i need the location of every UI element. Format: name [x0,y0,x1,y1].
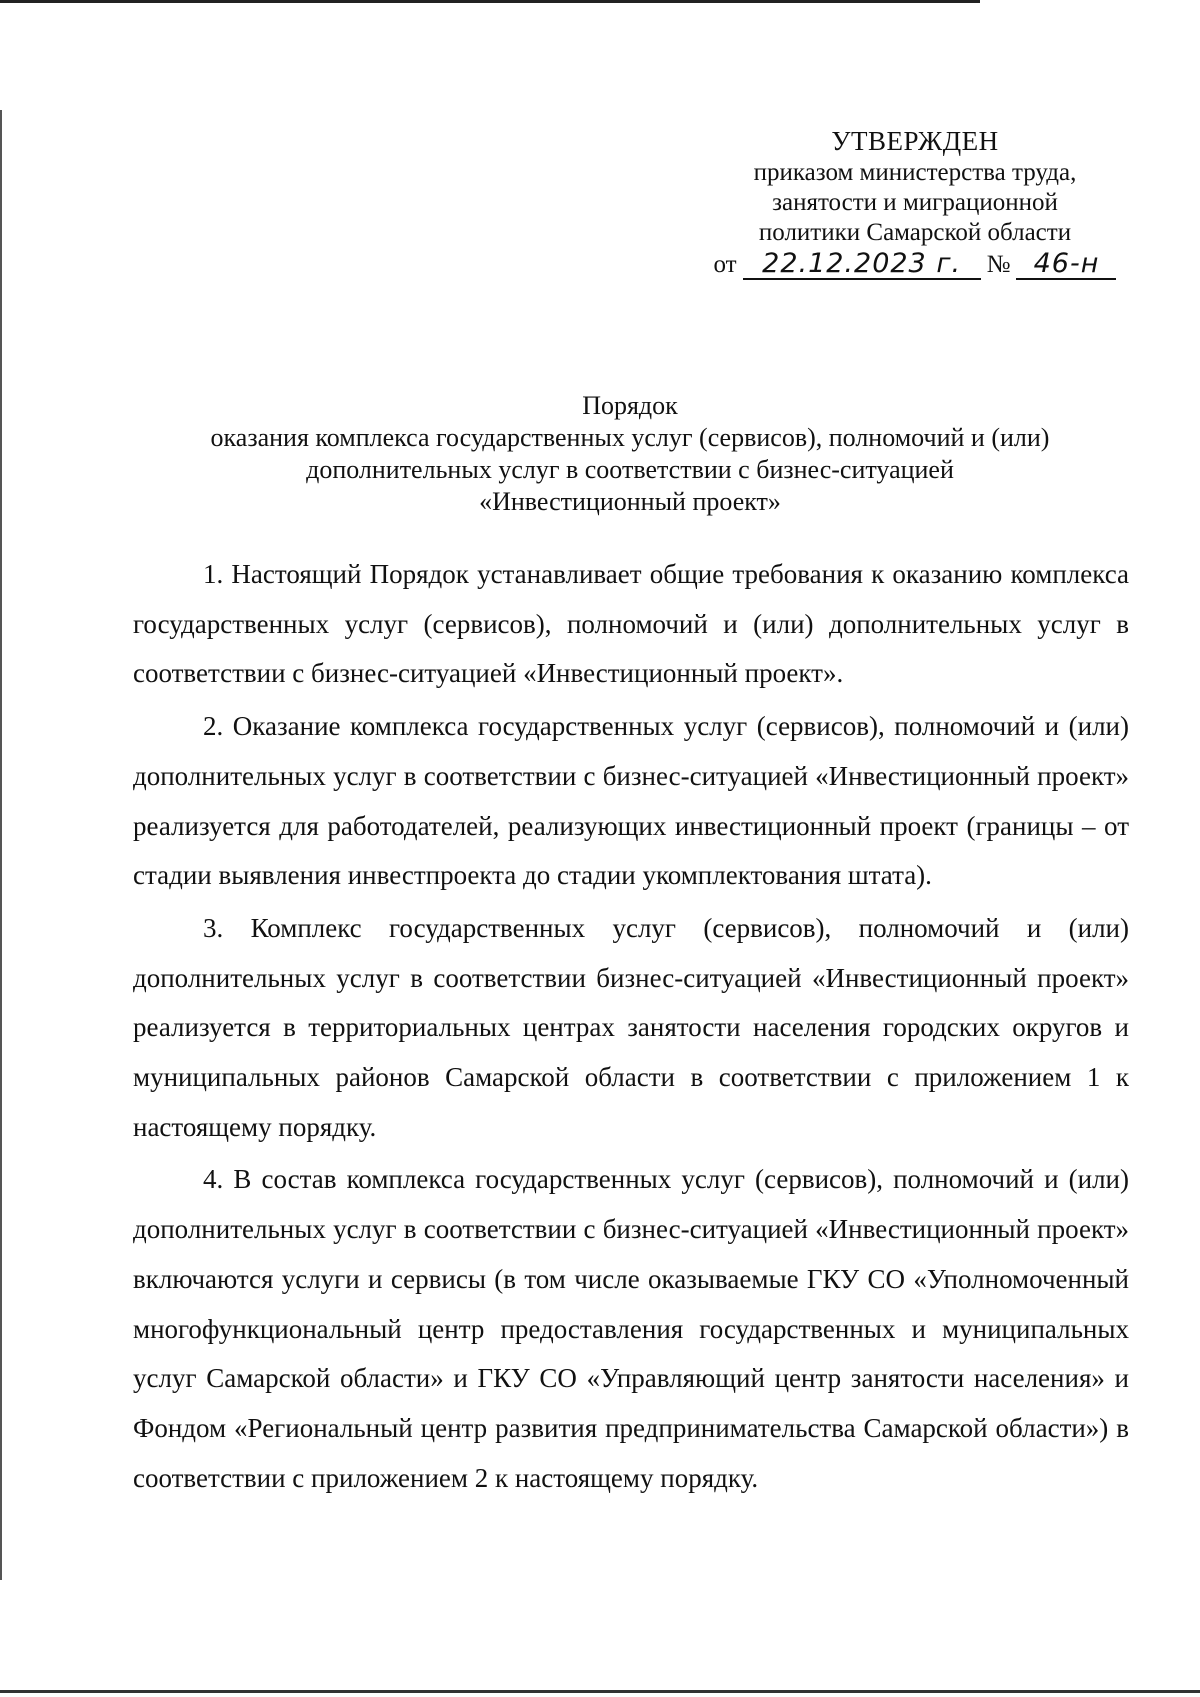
handwritten-date: 22.12.2023 г. [743,250,981,280]
paragraph-4: 4. В состав комплекса государственных услуг (сервисов), полномочий и (или) дополнительных услуг в соответствии с бизнес-ситуацией «Инвестиционный проект» включаются услуги и сервисы (в том числе оказываемые ГКУ СО «Уполномоченный многофункциональный центр предоставления государственных и муниципальных услуг Самарской области» и ГКУ СО «Управляющий центр занятости населения» и Фондом «Региональный центр развития предпринимательства Самарской области») в соответствии с приложением 2 к настоящему порядку. [133,1164,1129,1493]
approval-line-2: занятости и миграционной [772,189,1058,216]
handwritten-number: 46-н [1016,250,1116,280]
approval-block [700,126,1130,280]
approval-line-3: политики Самарской области [758,219,1072,246]
scan-edge-top [0,0,980,3]
paragraph-2: 2. Оказание комплекса государственных услуг (сервисов), полномочий и (или) дополнительных услуг в соответствии с бизнес-ситуацией «Инвестиционный проект» реализуется для работодателей, реализующих инвестиционный проект (границы – от стадии выявления инвестпроекта до стадии укомплектования штата). [133,711,1129,891]
scan-edge-left [0,110,2,1580]
title-line-3: дополнительных услуг в соответствии с бизнес-ситуацией [306,455,954,484]
title-line-1: Порядок [582,391,678,420]
number-label: № [986,251,1011,278]
paragraph-1: 1. Настоящий Порядок устанавливает общие требования к оказанию комплекса государственных услуг (сервисов), полномочий и (или) дополнительных услуг в соответствии с бизнес-ситуацией «Инвестиционный проект». [133,559,1129,689]
document-title [150,390,1110,518]
title-line-2: оказания комплекса государственных услуг (сервисов), полномочий и (или) [210,423,1050,452]
from-label: от [713,251,737,278]
approval-line-1: приказом министерства труда, [753,159,1077,186]
paragraph-3: 3. Комплекс государственных услуг (сервисов), полномочий и (или) дополнительных услуг в соответствии бизнес-ситуацией «Инвестиционный проект» реализуется в территориальных центрах занятости населения городских округов и муниципальных районов Самарской области в соответствии с приложением 1 к настоящему порядку. [133,912,1129,1142]
title-line-4: «Инвестиционный проект» [479,487,781,516]
scan-edge-bottom [0,1690,1200,1693]
approval-date-line [700,250,1130,280]
approval-title: УТВЕРЖДЕН [831,126,999,156]
document-body [133,550,1129,1506]
